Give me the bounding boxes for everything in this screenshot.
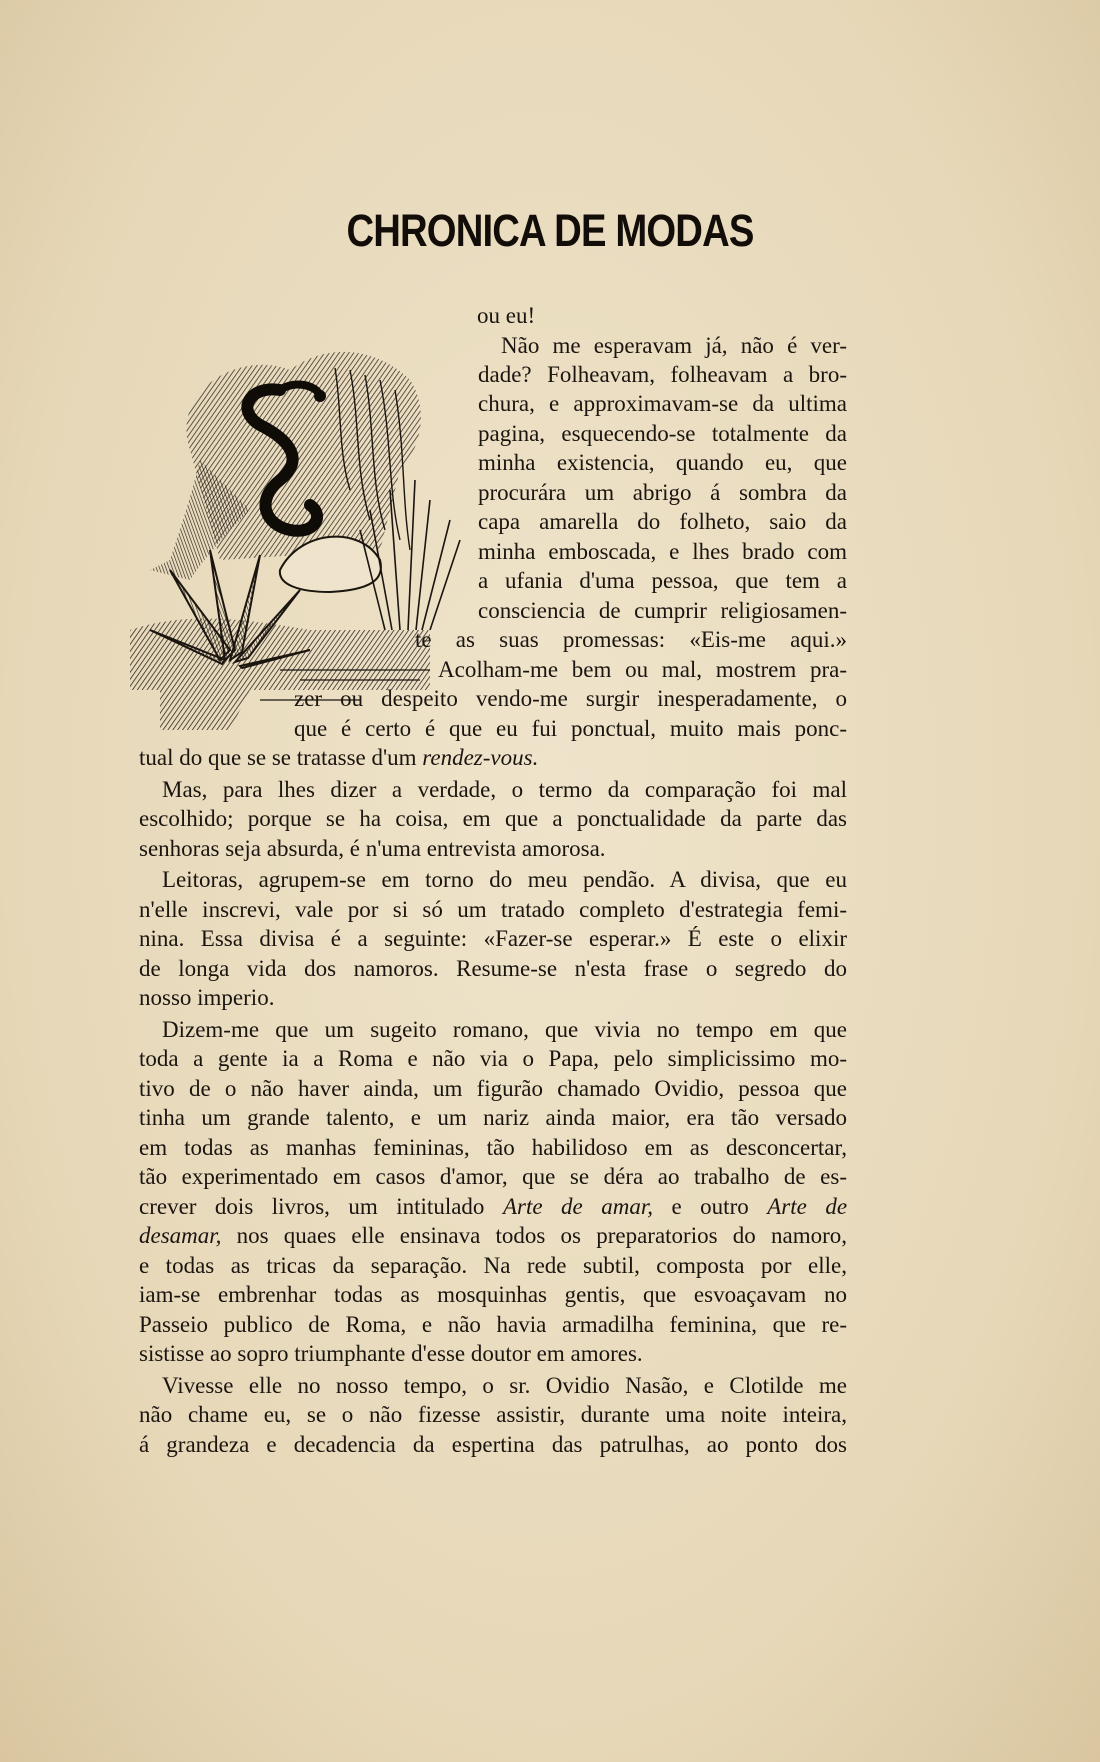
text-line: chura, e approximavam-se da ultima [478,391,847,416]
text-line: Dizem-me que um sugeito romano, que vivia no tempo em que [162,1017,847,1042]
page-title: CHRONICA DE MODAS [346,205,754,256]
text-line: minha emboscada, e lhes brado com [478,539,847,564]
text-line: iam-se embrenhar todas as mosquinhas gentis, que esvoaçavam no [139,1282,847,1307]
text-line: não chame eu, se o não fizesse assistir, durante uma noite inteira, [139,1402,847,1427]
text-line: toda a gente ia a Roma e não via o Papa, pelo simplicissimo mo- [139,1046,847,1071]
text-line: e todas as tricas da separação. Na rede subtil, composta por elle, [139,1253,847,1278]
text-line: Passeio publico de Roma, e não havia armadilha feminina, que re- [139,1312,847,1337]
text-line: te as suas promessas: «Eis-me aqui.» [415,627,847,652]
text-line: tivo de o não haver ainda, um figurão chamado Ovidio, pessoa que [139,1076,847,1101]
text-line: nosso imperio. [139,985,275,1010]
text-line: senhoras seja absurda, é n'uma entrevista amorosa. [139,836,606,861]
text-line: desamar, nos quaes elle ensinava todos os preparatorios do namoro, [139,1223,847,1248]
text-line: minha existencia, quando eu, que [478,450,847,475]
text-line: que é certo é que eu fui ponctual, muito mais ponc- [294,716,847,741]
text-line: Leitoras, agrupem-se em torno do meu pendão. A divisa, que eu [162,867,847,892]
text-line: Acolham-me bem ou mal, mostrem pra- [438,657,847,682]
text-line: tual do que se se tratasse d'um rendez-vous. [139,745,539,770]
text-line: dade? Folheavam, folheavam a bro- [478,362,847,387]
text-line: nina. Essa divisa é a seguinte: «Fazer-se esperar.» É este o elixir [139,926,847,951]
text-line: sistisse ao sopro triumphante d'esse doutor em amores. [139,1341,643,1366]
text-line: procurára um abrigo á sombra da [478,480,847,505]
text-line: em todas as manhas femininas, tão habilidoso em as desconcertar, [139,1135,847,1160]
text-line: Mas, para lhes dizer a verdade, o termo da comparação foi mal [162,777,847,802]
text-line: zer ou despeito vendo-me surgir inesperadamente, o [294,686,847,711]
text-line: escolhido; porque se ha coisa, em que a ponctualidade da parte das [139,806,847,831]
text-line: Vivesse elle no nosso tempo, o sr. Ovidio Nasão, e Clotilde me [162,1373,847,1398]
text-line: a ufania d'uma pessoa, que tem a [478,568,847,593]
text-line: tinha um grande talento, e um nariz ainda maior, era tão versado [139,1105,847,1130]
text-line: capa amarella do folheto, saio da [478,509,847,534]
text-line: de longa vida dos namoros. Resume-se n'esta frase o segredo do [139,956,847,981]
text-line: crever dois livros, um intitulado Arte de amar, e outro Arte de [139,1194,848,1219]
text-line: tão experimentado em casos d'amor, que se déra ao trabalho de es- [139,1164,847,1189]
text-line: pagina, esquecendo-se totalmente da [478,421,847,446]
text-line: n'elle inscrevi, vale por si só um tratado completo d'estrategia femi- [139,897,847,922]
text-line: Não me esperavam já, não é ver- [501,333,847,358]
text-line: consciencia de cumprir religiosamen- [478,598,847,623]
text-line: á grandeza e decadencia da espertina das patrulhas, ao ponto dos [139,1432,847,1457]
text-line: ou eu! [477,303,536,328]
